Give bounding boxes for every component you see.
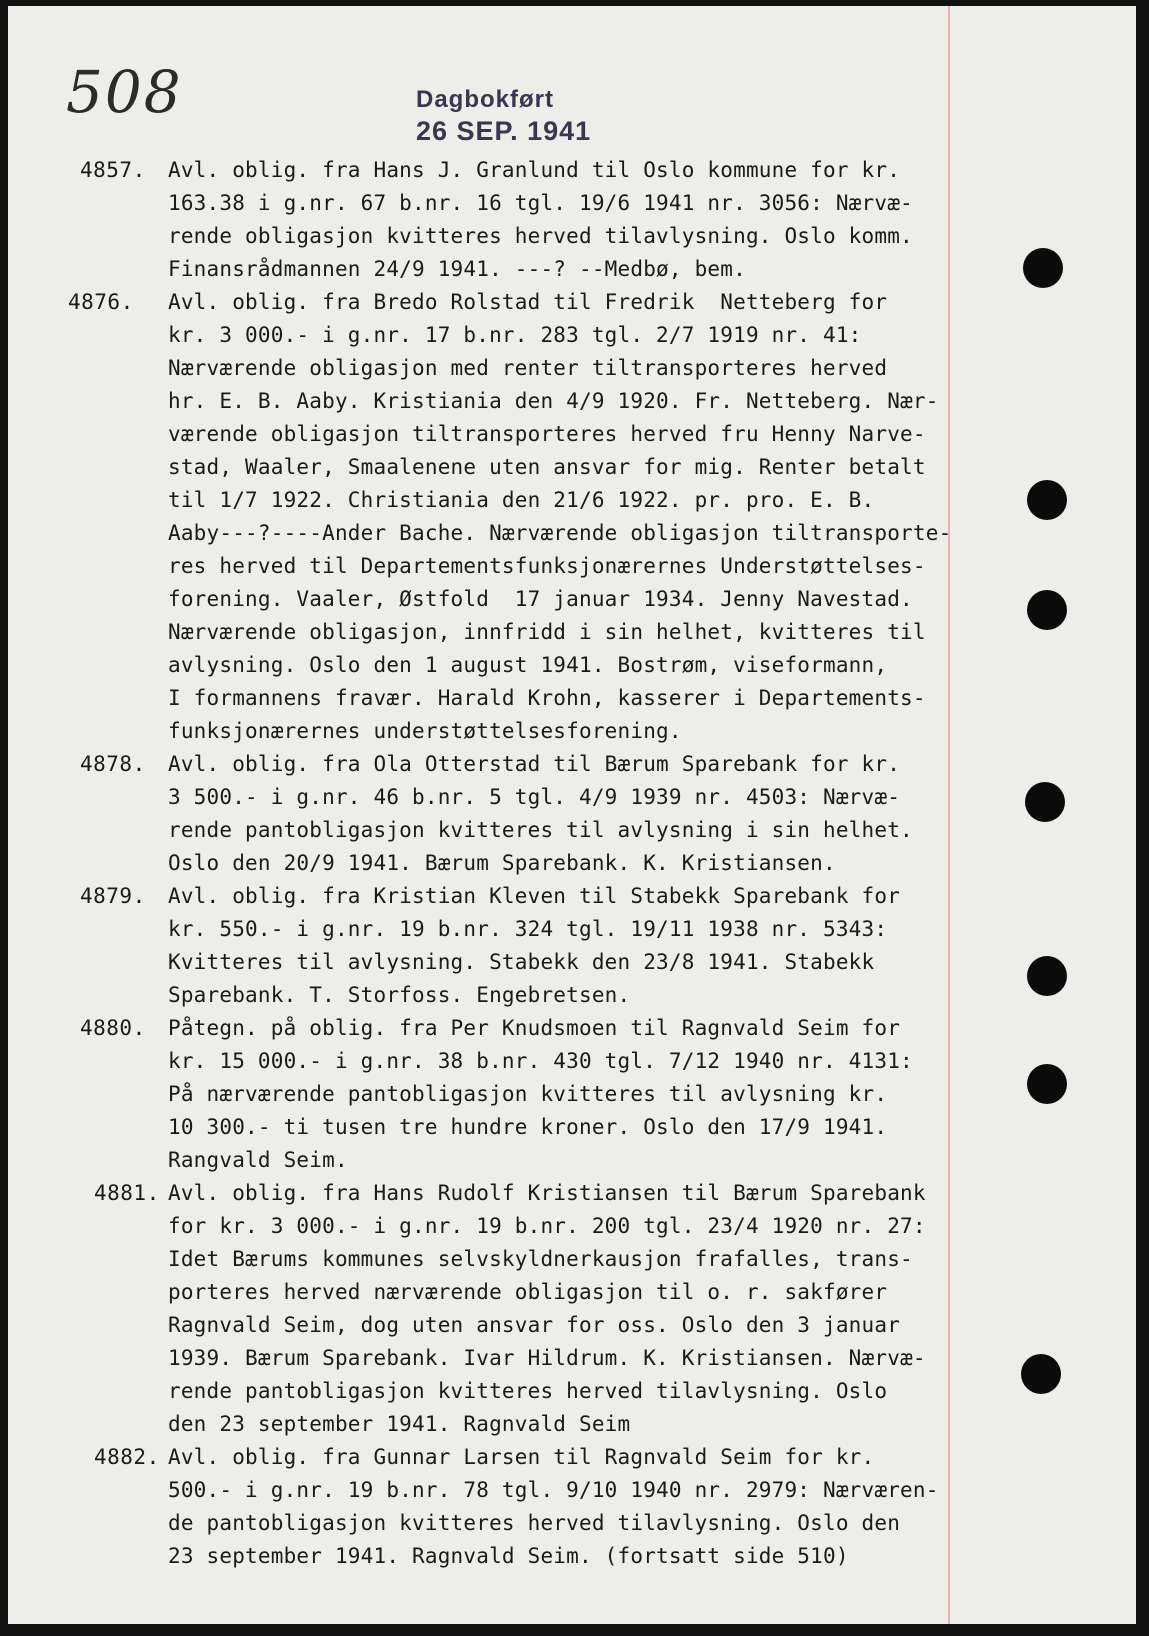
entry-line: Kvitteres til avlysning. Stabekk den 23/8 1941. Stabekk bbox=[168, 950, 875, 974]
registration-stamp bbox=[416, 86, 591, 147]
entry-line: Nærværende obligasjon, innfridd i sin helhet, kvitteres til bbox=[168, 620, 926, 644]
punch-hole bbox=[1021, 1354, 1061, 1394]
entry-number: 4880. bbox=[80, 1016, 146, 1040]
entry-line: 10 300.- ti tusen tre hundre kroner. Oslo den 17/9 1941. bbox=[168, 1115, 888, 1139]
entry-line: stad, Waaler, Smaalenene uten ansvar for mig. Renter betalt bbox=[168, 455, 926, 479]
entry-number: 4857. bbox=[80, 158, 146, 182]
entry-line: kr. 550.- i g.nr. 19 b.nr. 324 tgl. 19/11 1938 nr. 5343: bbox=[168, 917, 888, 941]
entry-line: de pantobligasjon kvitteres herved tilavlysning. Oslo den bbox=[168, 1511, 901, 1535]
entry-line: I formannens fravær. Harald Krohn, kasserer i Departements- bbox=[168, 686, 926, 710]
entry-number: 4876. bbox=[68, 290, 134, 314]
entry-number: 4882. bbox=[94, 1445, 160, 1469]
entry-line: rende obligasjon kvitteres herved tilavlysning. Oslo komm. bbox=[168, 224, 913, 248]
entry-line: Oslo den 20/9 1941. Bærum Sparebank. K. Kristiansen. bbox=[168, 851, 836, 875]
entry-line: Avl. oblig. fra Gunnar Larsen til Ragnvald Seim for kr. bbox=[168, 1445, 875, 1469]
punch-hole bbox=[1025, 782, 1065, 822]
entry-line: kr. 3 000.- i g.nr. 17 b.nr. 283 tgl. 2/7 1919 nr. 41: bbox=[168, 323, 862, 347]
entry-number: 4881. bbox=[94, 1181, 160, 1205]
entry-line: avlysning. Oslo den 1 august 1941. Bostrøm, viseformann, bbox=[168, 653, 888, 677]
entry-line: rende pantobligasjon kvitteres til avlysning i sin helhet. bbox=[168, 818, 913, 842]
entry-line: værende obligasjon tiltransporteres herved fru Henny Narve- bbox=[168, 422, 926, 446]
entry-line: Finansrådmannen 24/9 1941. ---? --Medbø, bem. bbox=[168, 257, 746, 281]
entry-line: Avl. oblig. fra Ola Otterstad til Bærum Sparebank for kr. bbox=[168, 752, 901, 776]
stamp-date: 26 SEP. 1941 bbox=[416, 116, 592, 146]
entry-line: kr. 15 000.- i g.nr. 38 b.nr. 430 tgl. 7/12 1940 nr. 4131: bbox=[168, 1049, 913, 1073]
entry-line: res herved til Departementsfunksjonærernes Understøttelses- bbox=[168, 554, 926, 578]
entry-line: 500.- i g.nr. 19 b.nr. 78 tgl. 9/10 1940 nr. 2979: Nærværen- bbox=[168, 1478, 939, 1502]
entry-line: 23 september 1941. Ragnvald Seim. (fortsatt side 510) bbox=[168, 1544, 849, 1568]
entry-line: Rangvald Seim. bbox=[168, 1148, 348, 1172]
document-page bbox=[8, 6, 1136, 1624]
entry-line: Avl. oblig. fra Hans Rudolf Kristiansen til Bærum Sparebank bbox=[168, 1181, 926, 1205]
punch-hole bbox=[1023, 248, 1063, 288]
punch-hole bbox=[1027, 1064, 1067, 1104]
entry-line: rende pantobligasjon kvitteres herved tilavlysning. Oslo bbox=[168, 1379, 888, 1403]
entry-line: 3 500.- i g.nr. 46 b.nr. 5 tgl. 4/9 1939 nr. 4503: Nærvæ- bbox=[168, 785, 901, 809]
entry-line: Ragnvald Seim, dog uten ansvar for oss. Oslo den 3 januar bbox=[168, 1313, 901, 1337]
entry-line: 163.38 i g.nr. 67 b.nr. 16 tgl. 19/6 1941 nr. 3056: Nærvæ- bbox=[168, 191, 913, 215]
stamp-label: Dagbokført bbox=[416, 86, 554, 113]
entry-line: Avl. oblig. fra Bredo Rolstad til Fredrik Netteberg for bbox=[168, 290, 888, 314]
entry-line: den 23 september 1941. Ragnvald Seim bbox=[168, 1412, 631, 1436]
entry-line: funksjonærernes understøttelsesforening. bbox=[168, 719, 682, 743]
entry-line: porteres herved nærværende obligasjon til o. r. sakfører bbox=[168, 1280, 888, 1304]
entry-line: hr. E. B. Aaby. Kristiania den 4/9 1920. Fr. Netteberg. Nær- bbox=[168, 389, 939, 413]
entry-line: Avl. oblig. fra Hans J. Granlund til Oslo kommune for kr. bbox=[168, 158, 901, 182]
entry-line: På nærværende pantobligasjon kvitteres til avlysning kr. bbox=[168, 1082, 888, 1106]
punch-hole bbox=[1027, 590, 1067, 630]
entry-number: 4878. bbox=[80, 752, 146, 776]
margin-rule bbox=[948, 6, 950, 1624]
entry-line: Idet Bærums kommunes selvskyldnerkausjon frafalles, trans- bbox=[168, 1247, 913, 1271]
folio-number: 508 bbox=[66, 58, 183, 126]
entry-line: forening. Vaaler, Østfold 17 januar 1934. Jenny Navestad. bbox=[168, 587, 913, 611]
entry-line: Påtegn. på oblig. fra Per Knudsmoen til Ragnvald Seim for bbox=[168, 1016, 901, 1040]
entry-number: 4879. bbox=[80, 884, 146, 908]
entry-line: Nærværende obligasjon med renter tiltransporteres herved bbox=[168, 356, 888, 380]
entry-line: Aaby---?----Ander Bache. Nærværende obligasjon tiltransporte- bbox=[168, 521, 952, 545]
entry-line: Avl. oblig. fra Kristian Kleven til Stabekk Sparebank for bbox=[168, 884, 901, 908]
entry-line: 1939. Bærum Sparebank. Ivar Hildrum. K. Kristiansen. Nærvæ- bbox=[168, 1346, 926, 1370]
entry-line: Sparebank. T. Storfoss. Engebretsen. bbox=[168, 983, 631, 1007]
entry-line: til 1/7 1922. Christiania den 21/6 1922. pr. pro. E. B. bbox=[168, 488, 875, 512]
punch-hole bbox=[1027, 480, 1067, 520]
punch-hole bbox=[1027, 956, 1067, 996]
entry-line: for kr. 3 000.- i g.nr. 19 b.nr. 200 tgl. 23/4 1920 nr. 27: bbox=[168, 1214, 926, 1238]
